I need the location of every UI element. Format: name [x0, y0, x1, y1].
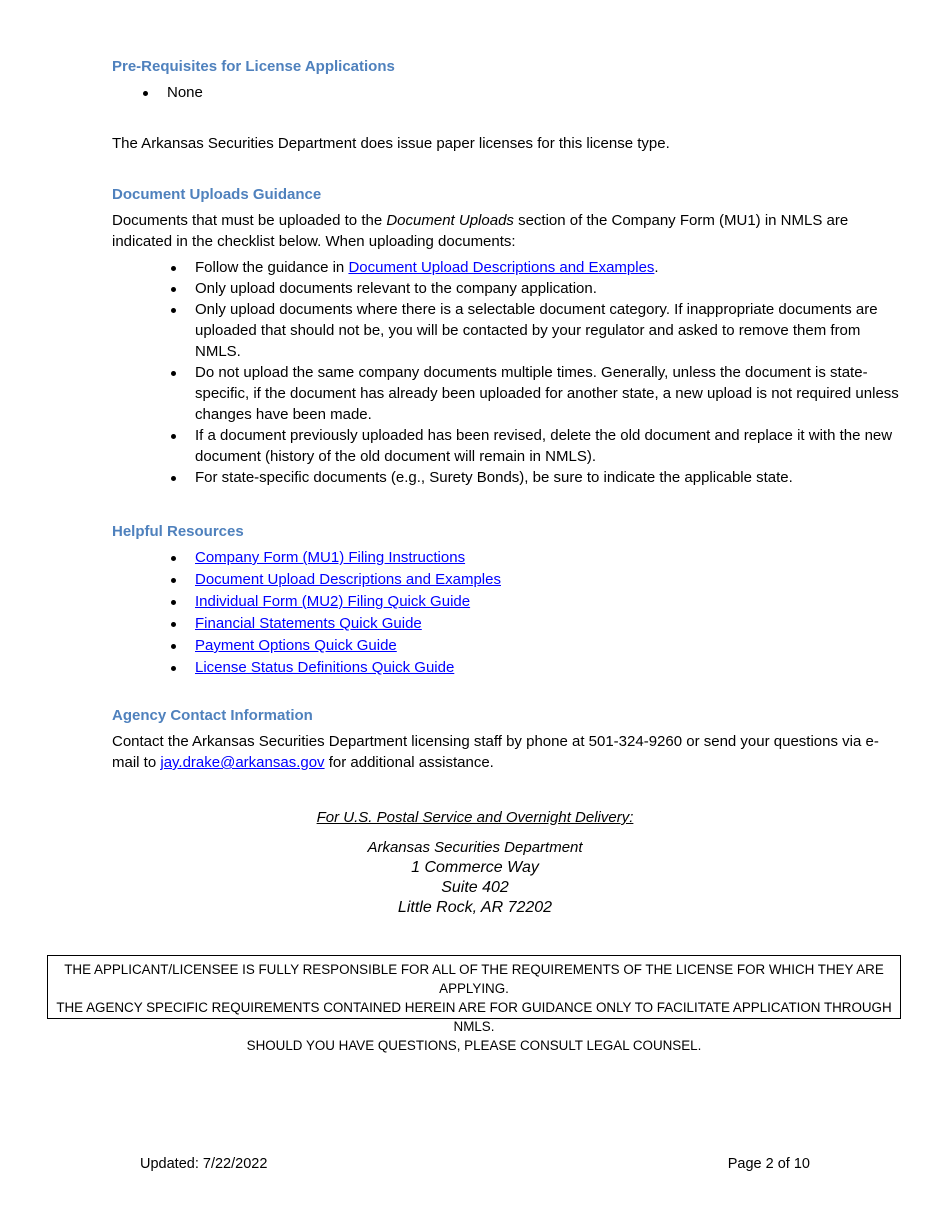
contact-text-start: Contact the Arkansas Securities Department licensing staff by phone at 501-324-9260 or send your questions via e-mail to — [112, 733, 879, 771]
list-item — [195, 425, 905, 467]
bullet-icon — [171, 622, 176, 627]
uploads-intro-text: Documents that must be uploaded to the — [112, 212, 387, 229]
list-item — [195, 569, 895, 591]
footer-updated: Updated: 7/22/2022 — [140, 1156, 268, 1172]
bullet-icon — [143, 91, 148, 96]
contact-heading: Agency Contact Information — [112, 707, 313, 724]
list-item — [195, 613, 895, 635]
list-item — [167, 82, 203, 103]
bullet-icon — [171, 434, 176, 439]
list-item — [195, 591, 895, 613]
document-upload-link[interactable]: Document Upload Descriptions and Examples — [348, 259, 655, 276]
uploads-intro-emphasis: Document Uploads — [386, 212, 514, 229]
disclaimer-line: THE AGENCY SPECIFIC REQUIREMENTS CONTAINED HEREIN ARE FOR GUIDANCE ONLY TO FACILITATE APPLICATION THROUGH NMLS. — [56, 1000, 892, 1034]
list-item — [195, 299, 905, 362]
bullet-icon — [171, 556, 176, 561]
list-item — [195, 467, 905, 488]
list-item — [195, 257, 905, 278]
footer-page-number: Page 2 of 10 — [727, 1156, 810, 1172]
contact-text — [112, 731, 902, 773]
paper-license-text: The Arkansas Securities Department does issue paper licenses for this license type. — [112, 135, 670, 152]
contact-email-link[interactable]: jay.drake@arkansas.gov — [160, 754, 325, 771]
bullet-icon — [171, 644, 176, 649]
uploads-item-text-end: . — [654, 259, 659, 276]
disclaimer-line: THE APPLICANT/LICENSEE IS FULLY RESPONSIBLE FOR ALL OF THE REQUIREMENTS OF THE LICENSE FOR WHICH THEY ARE APPLYING. — [64, 962, 884, 996]
contact-text-end: for additional assistance. — [324, 754, 494, 771]
prereq-item: None — [167, 84, 203, 101]
resource-link[interactable]: Payment Options Quick Guide — [195, 637, 397, 654]
delivery-address-line3: Little Rock, AR 72202 — [397, 899, 553, 916]
bullet-icon — [171, 476, 176, 481]
bullet-icon — [171, 578, 176, 583]
disclaimer-box — [47, 955, 901, 1053]
prereq-heading: Pre-Requisites for License Applications — [112, 58, 395, 75]
resource-link[interactable]: Individual Form (MU2) Filing Quick Guide — [195, 593, 471, 610]
list-item — [195, 278, 905, 299]
resources-heading: Helpful Resources — [112, 523, 244, 540]
uploads-item-text: Follow the guidance in — [195, 259, 349, 276]
list-item — [195, 362, 905, 425]
disclaimer-line: SHOULD YOU HAVE QUESTIONS, PLEASE CONSULT LEGAL COUNSEL. — [246, 1038, 702, 1053]
resource-link[interactable]: Document Upload Descriptions and Examples — [195, 571, 501, 588]
bullet-icon — [171, 308, 176, 313]
delivery-address-line1: 1 Commerce Way — [411, 859, 539, 876]
uploads-intro-text-end: section of the Company Form (MU1) in NMLS are indicated in the checklist below. When uploading documents: — [112, 212, 849, 250]
uploads-item-text: Only upload documents where there is a selectable document category. If inappropriate documents are uploaded that should not be, you will be contacted by your regulator and asked to remove them from NMLS. — [195, 301, 878, 360]
uploads-item-text: If a document previously uploaded has been revised, delete the old document and replace it with the new document (history of the old document will remain in NMLS). — [195, 427, 893, 465]
prereq-list — [167, 82, 203, 103]
resources-list — [195, 547, 895, 679]
bullet-icon — [171, 266, 176, 271]
delivery-name: Arkansas Securities Department — [367, 839, 583, 856]
list-item — [195, 657, 895, 679]
bullet-icon — [171, 600, 176, 605]
uploads-item-text: Only upload documents relevant to the company application. — [195, 280, 597, 297]
uploads-heading: Document Uploads Guidance — [112, 186, 322, 203]
list-item — [195, 635, 895, 657]
bullet-icon — [171, 666, 176, 671]
list-item — [195, 547, 895, 569]
uploads-list — [195, 257, 905, 488]
uploads-item-text: Do not upload the same company documents multiple times. Generally, unless the document is state-specific, if the document has already been uploaded for another state, a new upload is not required unless changes have been made. — [195, 364, 899, 423]
resource-link[interactable]: License Status Definitions Quick Guide — [195, 659, 455, 676]
uploads-item-text: For state-specific documents (e.g., Surety Bonds), be sure to indicate the applicable state. — [195, 469, 793, 486]
bullet-icon — [171, 371, 176, 376]
uploads-intro — [112, 210, 902, 252]
resource-link[interactable]: Financial Statements Quick Guide — [195, 615, 422, 632]
delivery-label: For U.S. Postal Service and Overnight Delivery: — [316, 809, 634, 826]
delivery-address-line2: Suite 402 — [441, 879, 509, 896]
bullet-icon — [171, 287, 176, 292]
resource-link[interactable]: Company Form (MU1) Filing Instructions — [195, 549, 466, 566]
